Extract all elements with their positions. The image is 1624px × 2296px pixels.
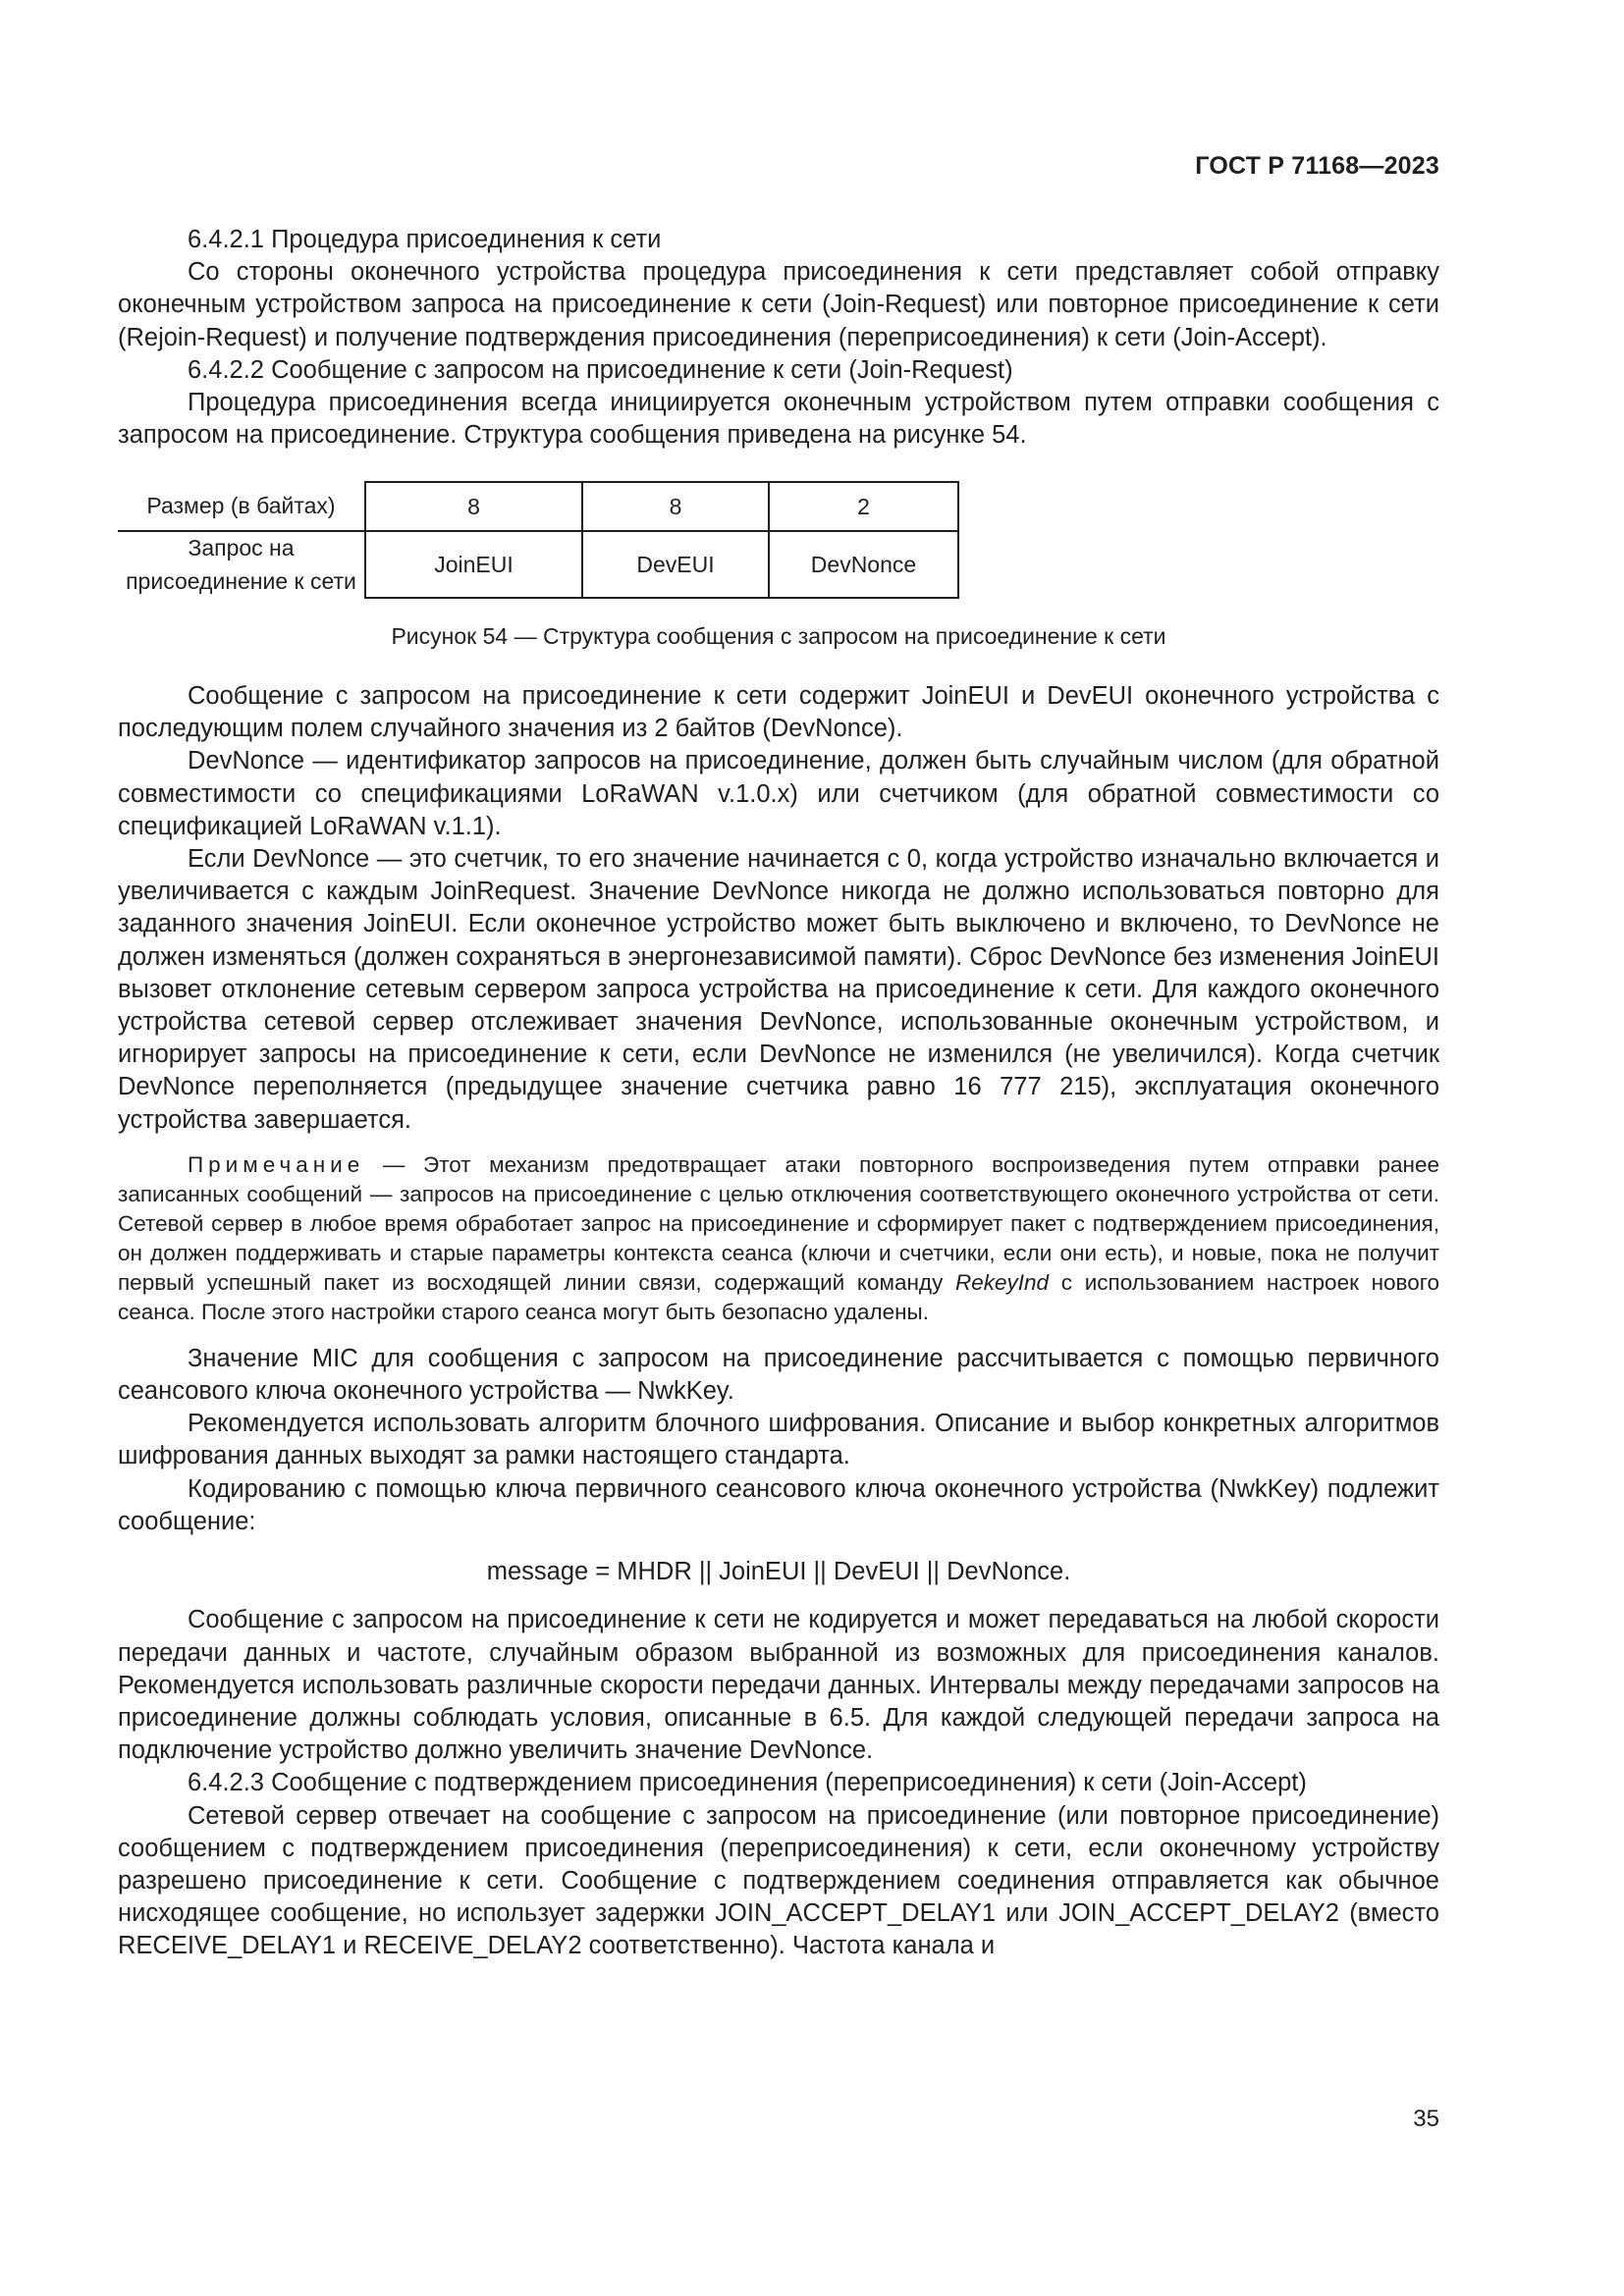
note-command: RekeyInd	[955, 1269, 1050, 1295]
paragraph: DevNonce — идентификатор запросов на присоединение, должен быть случайным числом (для обратной совместимости со спецификациями LoRaWAN v.1.0.x) или счетчиком (для обратной совместимости со спецификацией LoRaWAN v.1.1).	[118, 747, 1439, 840]
paragraph: Кодированию с помощью ключа первичного сеансового ключа оконечного устройства (NwkKey) подлежит сообщение:	[118, 1474, 1439, 1535]
table-row	[118, 482, 1439, 531]
figure-caption: Рисунок 54 — Структура сообщения с запросом на присоединение к сети	[391, 622, 1166, 649]
page-number: 35	[1413, 2106, 1439, 2132]
table-row	[118, 531, 1439, 597]
table-cell: JoinEUI	[365, 531, 582, 597]
paragraph: Процедура присоединения всегда инициируется оконечным устройством путем отправки сообщения с запросом на присоединение. Структура сообщения приведена на рисунке 54.	[118, 389, 1439, 450]
paragraph: Сетевой сервер отвечает на сообщение с запросом на присоединение (или повторное присоединение) сообщением с подтверждением присоединения (переприсоединения) к сети, если оконечному устройству разрешено присоединение к сети. Сообщение с подтверждением соединения отправляется как обычное нисходящее сообщение, но использует задержки JOIN_ACCEPT_DELAY1 или JOIN_ACCEPT_DELAY2 (вместо RECEIVE_DELAY1 и RECEIVE_DELAY2 соответственно). Частота канала и	[118, 1801, 1439, 1960]
join-request-structure-table	[118, 481, 1439, 598]
table-cell: Размер (в байтах)	[118, 482, 365, 531]
paragraph: Рекомендуется использовать алгоритм блочного шифрования. Описание и выбор конкретных алгоритмов шифрования данных выходят за рамки настоящего стандарта.	[118, 1410, 1439, 1470]
paragraph: Сообщение с запросом на присоединение к сети не кодируется и может передаваться на любой скорости передачи данных и частоте, случайным образом выбранной из возможных для присоединения каналов. Рекомендуется использовать различные скорости передачи данных. Интервалы между передачами запросов на присоединение должны соблюдать условия, описанные в 6.5. Для каждой следующей передачи запроса на подключение устройство должно увеличить значение DevNonce.	[118, 1606, 1439, 1765]
section-6-4-2-1-title: 6.4.2.1 Процедура присоединения к сети	[188, 226, 662, 253]
table-cell: 8	[582, 482, 769, 531]
note-text: — Этот механизм предотвращает атаки повторного воспроизведения путем отправки ранее записанных сообщений — запросов на присоединение с целью отключения соответствующего оконечного устройства от сети. Сетевой сервер в любое время обработает запрос на присоединение и сформирует пакет с подтверждением присоединения, он должен поддерживать и старые параметры контекста сеанса (ключи и счетчики, если они есть), и новые, пока не получит первый успешный пакет из восходящей линии связи, содержащий команду	[118, 1151, 1439, 1295]
note-text: с использованием настроек нового сеанса. После этого настройки старого сеанса могут быть безопасно удалены.	[118, 1269, 1439, 1324]
note	[118, 1150, 1439, 1327]
table-cell: 8	[365, 482, 582, 531]
paragraph: Значение MIC для сообщения с запросом на присоединение рассчитывается с помощью первичного сеансового ключа оконечного устройства — NwkKey.	[118, 1344, 1439, 1406]
table-cell: DevNonce	[769, 531, 958, 597]
table-cell: Запрос на присоединение к сети	[118, 531, 365, 597]
document-id: ГОСТ Р 71168—2023	[1195, 152, 1439, 180]
table-cell: DevEUI	[582, 531, 769, 597]
paragraph: Сообщение с запросом на присоединение к сети содержит JoinEUI и DevEUI оконечного устройства с последующим полем случайного значения из 2 байтов (DevNonce).	[118, 682, 1439, 743]
table-cell: 2	[769, 482, 958, 531]
paragraph: Если DevNonce — это счетчик, то его значение начинается с 0, когда устройство изначально включается и увеличивается с каждым JoinRequest. Значение DevNonce никогда не должно использоваться повторно для заданного значения JoinEUI. Если оконечное устройство может быть выключено и включено, то DevNonce не должен изменяться (должен сохраняться в энергонезависимой памяти). Сброс DevNonce без изменения JoinEUI вызовет отклонение сетевым сервером запроса устройства на присоединение к сети. Для каждого оконечного устройства сетевой сервер отслеживает значения DevNonce, использованные оконечным устройством, и игнорирует запросы на присоединение к сети, если DevNonce не изменился (не увеличился). Когда счетчик DevNonce переполняется (предыдущее значение счетчика равно 16 777 215), эксплуатация оконечного устройства завершается.	[118, 845, 1439, 1134]
note-label: Примечание	[188, 1151, 365, 1177]
page-content	[118, 224, 1439, 1963]
section-6-4-2-2-title: 6.4.2.2 Сообщение с запросом на присоединение к сети (Join-Request)	[188, 355, 1013, 384]
formula: message = MHDR || JoinEUI || DevEUI || DevNonce.	[486, 1558, 1071, 1586]
section-6-4-2-3-title: 6.4.2.3 Сообщение с подтверждением присоединения (переприсоединения) к сети (Join-Accept)	[188, 1769, 1307, 1797]
paragraph: Со стороны оконечного устройства процедура присоединения к сети представляет собой отправку оконечным устройством запроса на присоединение к сети (Join-Request) или повторное присоединение к сети (Rejoin-Request) и получение подтверждения присоединения (переприсоединения) к сети (Join-Accept).	[118, 258, 1439, 351]
